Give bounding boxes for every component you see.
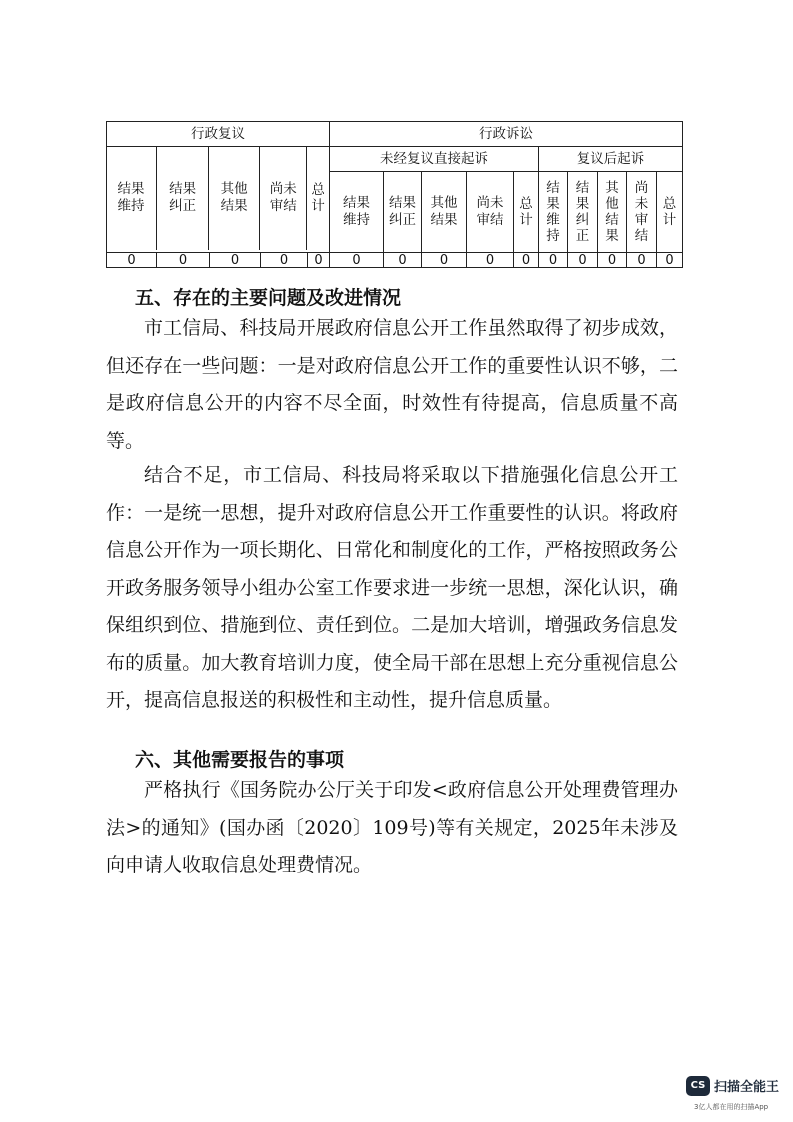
review-header-total: 总计: [311, 182, 325, 214]
section-6-title: 六、其他需要报告的事项: [135, 749, 345, 771]
value-cell: 0: [157, 253, 210, 268]
value-cell: 0: [384, 253, 422, 268]
value-cell: 0: [210, 253, 261, 268]
direct-header-other: 其他结果: [422, 172, 467, 253]
review-header-correct: 结果纠正: [157, 146, 209, 250]
value-cell: 0: [539, 253, 568, 268]
review-header-maintain: 结果维持: [106, 146, 157, 250]
camscanner-logo-icon: CS: [686, 1076, 710, 1096]
watermark-tagline: 3亿人都在用的扫描App: [694, 1103, 769, 1111]
direct-header-pending: 尚未审结: [467, 172, 514, 253]
value-cell: 0: [107, 253, 157, 268]
value-cell: 0: [568, 253, 598, 268]
value-cell: 0: [598, 253, 627, 268]
value-cell: 0: [308, 253, 330, 268]
header-direct-suit: 未经复议直接起诉: [330, 147, 539, 172]
section-5-paragraph-2: 结合不足，市工信局、科技局将采取以下措施强化信息公开工作：一是统一思想，提升对政府信息公开工作重要性的认识。将政府信息公开作为一项长期化、日常化和制度化的工作，严格按照政务公开政务服务领导小组办公室工作要求进一步统一思想，深化认识，确保组织到位、措施到位、责任到位。二是加大培训，增强政务信息发布的质量。加大教育培训力度，使全局干部在思想上充分重视信息公开，提高信息报送的积极性和主动性，提升信息质量。: [106, 464, 678, 711]
header-after-review-suit: 复议后起诉: [539, 147, 683, 172]
value-cell: 0: [261, 253, 308, 268]
after-header-total: 总计: [657, 172, 683, 253]
watermark-app-name: 扫描全能王: [714, 1080, 780, 1095]
value-cell: 0: [657, 253, 683, 268]
review-header-other: 其他结果: [209, 146, 260, 250]
value-cell: 0: [330, 253, 384, 268]
value-cell: 0: [627, 253, 657, 268]
direct-header-maintain: 结果维持: [330, 172, 384, 253]
review-header-pending: 尚未审结: [260, 146, 307, 250]
after-header-maintain: 结果维持: [539, 172, 568, 253]
after-header-correct: 结果纠正: [568, 172, 598, 253]
value-cell: 0: [514, 253, 539, 268]
value-cell: 0: [467, 253, 514, 268]
header-admin-review: 行政复议: [107, 122, 330, 147]
section-5-paragraph-1: 市工信局、科技局开展政府信息公开工作虽然取得了初步成效，但还存在一些问题：一是对政府信息公开工作的重要性认识不够，二是政府信息公开的内容不尽全面，时效性有待提高，信息质量不高等。: [106, 317, 678, 452]
review-subheaders: [106, 146, 329, 250]
direct-header-total: 总计: [514, 172, 539, 253]
value-cell: 0: [422, 253, 467, 268]
section-5-title: 五、存在的主要问题及改进情况: [135, 287, 402, 309]
section-6-paragraph-1: 严格执行《国务院办公厅关于印发<政府信息公开处理费管理办法>的通知》(国办函〔2020〕109号)等有关规定，2025年未涉及向申请人收取信息处理费情况。: [106, 779, 678, 876]
after-header-pending: 尚未审结: [627, 172, 657, 253]
direct-header-correct: 结果纠正: [384, 172, 422, 253]
after-header-other: 其他结果: [598, 172, 627, 253]
header-admin-litigation: 行政诉讼: [330, 122, 683, 147]
